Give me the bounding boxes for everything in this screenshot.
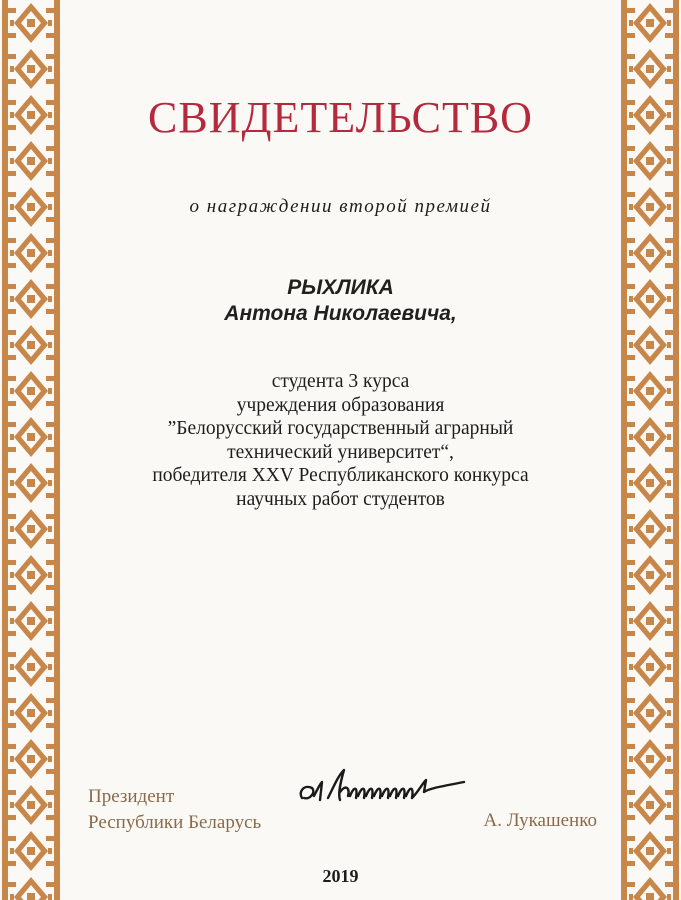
signatory-name: А. Лукашенко xyxy=(483,810,597,831)
body-line: ”Белорусский государственный аграрный xyxy=(167,418,514,439)
signatory-title-line2: Республики Беларусь xyxy=(88,812,262,833)
certificate-year: 2019 xyxy=(322,866,359,886)
body-line: студента 3 курса xyxy=(271,371,410,392)
body-line: учреждения образования xyxy=(236,394,445,416)
certificate-title: СВИДЕТЕЛЬСТВО xyxy=(148,93,533,142)
ornament-border-left xyxy=(0,0,62,900)
certificate-subtitle: о награждении второй премией xyxy=(189,196,492,217)
ornament-border-right xyxy=(619,0,681,900)
certificate-text xyxy=(62,370,619,511)
body-line: научных работ студентов xyxy=(236,488,445,510)
signatory-title-line1: Президент xyxy=(88,786,175,807)
recipient-name: Антона Николаевича, xyxy=(224,302,457,325)
recipient-surname: РЫХЛИКА xyxy=(287,276,394,299)
body-line: технический университет“, xyxy=(227,441,454,463)
handwritten-signature xyxy=(294,762,484,812)
certificate-body xyxy=(62,0,619,900)
body-line: победителя XXV Республиканского конкурса xyxy=(152,465,529,486)
signatory-title xyxy=(88,784,261,836)
